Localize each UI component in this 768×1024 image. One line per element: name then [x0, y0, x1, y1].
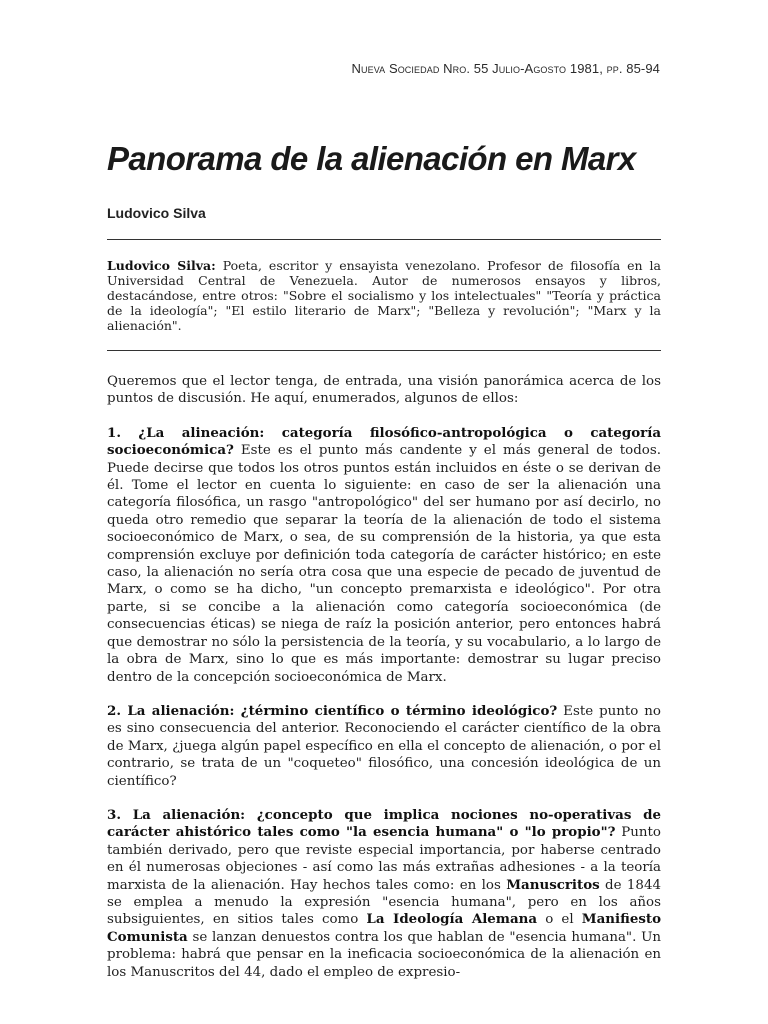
article-body — [107, 373, 661, 998]
point-3-heading: 3. La alienación: ¿concepto que implica nociones no-operativas de carácter ahistórico tales como "la esencia humana" o "lo propio"? — [107, 806, 661, 841]
point-3-text-d: se lanzan denuestos contra los que hablan de "esencia humana". Un problema: habrá que pensar en la ineficacia socioeconómica de la alienación en los Manuscritos del 44, dado el empleo de expresio- — [107, 929, 661, 980]
point-3-text-a: Punto también derivado, pero que reviste especial importancia, por haberse centrado en él numerosas objeciones - así como las más extrañas adhesiones - a la teoría marxista de la alienación. Hay hechos tales como: en los — [107, 825, 661, 893]
point-2-paragraph — [107, 703, 661, 790]
intro-paragraph: Queremos que el lector tenga, de entrada, una visión panorámica acerca de los puntos de discusión. He aquí, enumerados, algunos de ellos: — [107, 374, 661, 407]
point-1-heading: 1. ¿La alineación: categoría filosófico-antropológica o categoría socioeconómica? — [107, 424, 661, 459]
divider-bottom — [107, 350, 661, 351]
ideologia-alemana-title: La Ideología Alemana — [366, 911, 538, 928]
author-bio — [107, 258, 661, 333]
journal-citation: Nueva Sociedad Nro. 55 Julio-Agosto 1981, pp. 85-94 — [351, 61, 660, 76]
article-author: Ludovico Silva — [107, 205, 206, 221]
article-title: Panorama de la alienación en Marx — [107, 140, 636, 177]
point-3-text-c: o el — [537, 912, 582, 928]
point-1-text: Este es el punto más candente y el más general de todos. Puede decirse que todos los otros puntos están incluidos en éste o se derivan de él. Tome el lector en cuenta lo siguiente: en caso de ser la alienación una categoría filosófica, un rasgo "antropológico" del ser humano por así decirlo, no queda otro remedio que separar la teoría de la alienación de todo el sistema socioeconómico de Marx, o sea, de su comprensión de la historia, ya que esta comprensión excluye por definición toda categoría de carácter histórico; en este caso, la alienación no sería otra cosa que una especie de pecado de juventud de Marx, o como se ha dicho, "un concepto premarxista e ideológico". Por otra parte, si se concibe a la alienación como categoría socioeconómica (de consecuencias éticas) se niega de raíz la posición anterior, pero entonces habrá que demostrar no sólo la persistencia de la teoría, y su vocabulario, a lo largo de la obra de Marx, sino lo que es más importante: demostrar su lugar preciso dentro de la concepción socioeconómica de Marx. — [107, 443, 661, 685]
manifiesto-comunista-title: Manifiesto Comunista — [107, 911, 661, 945]
divider-top — [107, 239, 661, 240]
point-2-text: Este punto no es sino consecuencia del anterior. Reconociendo el carácter científico de la obra de Marx, ¿juega algún papel específico en ella el concepto de alienación, o por el contrario, se trata de un "coqueteo" filosófico, una concesión ideológica de un científico? — [107, 703, 661, 789]
bio-name: Ludovico Silva: — [107, 258, 216, 273]
bio-text: Poeta, escritor y ensayista venezolano. Profesor de filosofía en la Universidad Central de Venezuela. Autor de numerosos ensayos y libros, destacándose, entre otros: "Sobre el socialismo y los intelectuales" "Teoría y práctica de la ideología"; "El estilo literario de Marx"; "Belleza y revolución"; "Marx y la alienación". — [107, 258, 661, 333]
point-3-paragraph — [107, 807, 661, 981]
manuscritos-title: Manuscritos — [506, 876, 600, 893]
point-2-heading: 2. La alienación: ¿término científico o término ideológico? — [107, 702, 558, 719]
point-3-text-b: de 1844 se emplea a menudo la expresión "esencia humana", pero en los años subsiguientes, en sitios tales como — [107, 877, 661, 928]
point-1-paragraph — [107, 425, 661, 686]
